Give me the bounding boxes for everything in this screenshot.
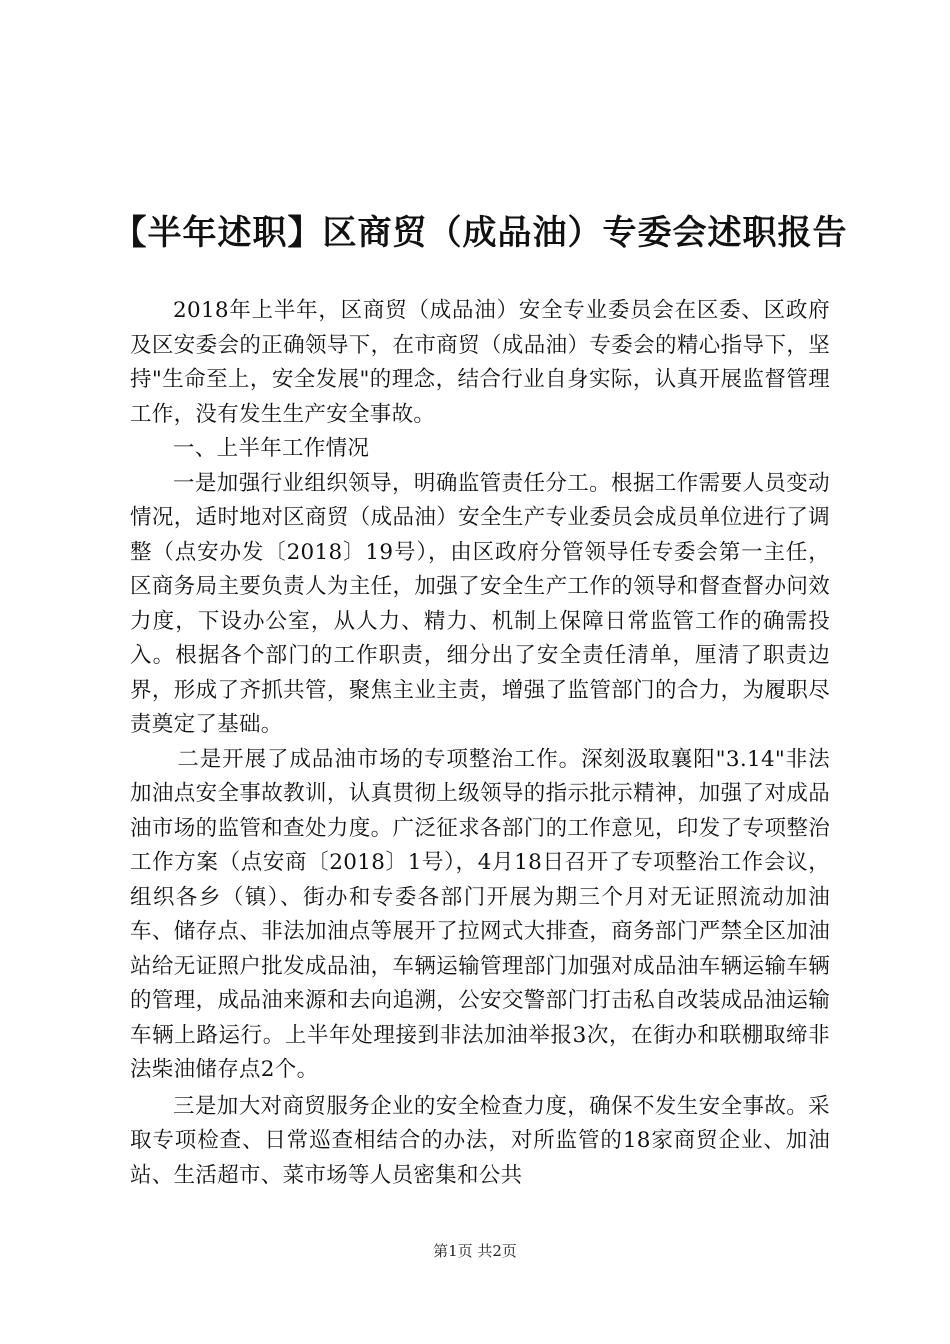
paragraph-item-3: 三是加大对商贸服务企业的安全检查力度，确保不发生安全事故。采取专项检查、日常巡查相结合的办法，对所监管的18家商贸企业、加油站、生活超市、菜市场等人员密集和公共 — [130, 1093, 830, 1188]
paragraph-item-1: 一是加强行业组织领导，明确监管责任分工。根据工作需要人员变动情况，适时地对区商贸（成品油）安全生产专业委员会成员单位进行了调整（点安办发〔2018〕19号），由区政府分管领导任专委会第一主任，区商务局主要负责人为主任，加强了安全生产工作的领导和督查督办问效力度，下设办公室，从人力、精力、机制上保障日常监管工作的确需投入。根据各个部门的工作职责，细分出了安全责任清单，厘清了职责边界，形成了齐抓共管，聚焦主业主责，增强了监管部门的合力，为履职尽责奠定了基础。 — [130, 470, 830, 737]
paragraph-item-2: 二是开展了成品油市场的专项整治工作。深刻汲取襄阳"3.14"非法加油点安全事故教训，认真贯彻上级领导的指示批示精神，加强了对成品油市场的监管和查处力度。广泛征求各部门的工作意见，印发了专项整治工作方案（点安商〔2018〕1号），4月18日召开了专项整治工作会议，组织各乡（镇）、街办和专委各部门开展为期三个月对无证照流动加油车、储存点、非法加油点等展开了拉网式大排查，商务部门严禁全区加油站给无证照户批发成品油，车辆运输管理部门加强对成品油车辆运输车辆的管理，成品油来源和去向追溯，公安交警部门打击私自改装成品油运输车辆上路运行。上半年处理接到非法加油举报3次，在街办和联棚取缔非法柴油储存点2个。 — [130, 746, 830, 1082]
document-body — [130, 294, 830, 1193]
document-title: 【半年述职】区商贸（成品油）专委会述职报告 — [112, 212, 848, 253]
intro-paragraph: 2018年上半年，区商贸（成品油）安全专业委员会在区委、区政府及区安委会的正确领导下，在市商贸（成品油）专委会的精心指导下，坚持"生命至上，安全发展"的理念，结合行业自身实际，认真开展监督管理工作，没有发生生产安全事故。 — [130, 298, 830, 427]
page-footer: 第1页 共2页 — [433, 1242, 517, 1260]
section-heading: 一、上半年工作情况 — [173, 436, 370, 461]
